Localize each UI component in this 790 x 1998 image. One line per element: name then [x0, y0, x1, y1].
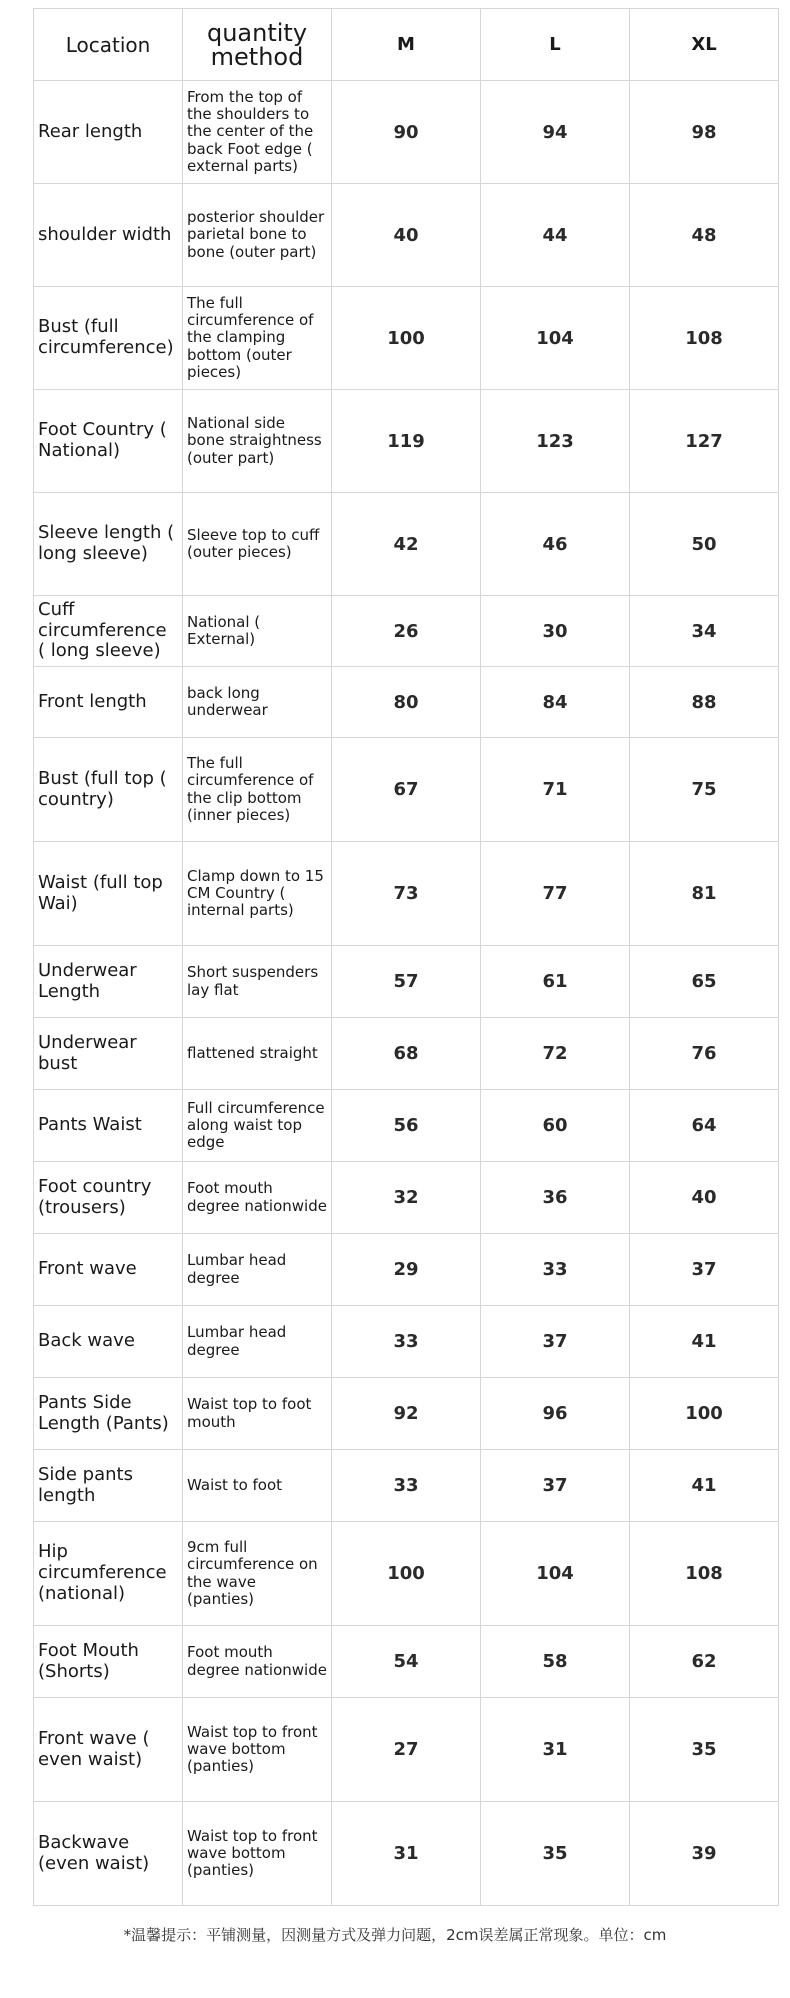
row-method: Lumbar head degree	[183, 1306, 332, 1378]
header-location: Location	[34, 9, 183, 81]
row-value-xl: 81	[630, 842, 779, 946]
row-method: Foot mouth degree nationwide	[183, 1626, 332, 1698]
row-value-l: 31	[481, 1698, 630, 1802]
row-value-xl: 39	[630, 1802, 779, 1906]
row-method: posterior shoulder parietal bone to bone (outer part)	[183, 184, 332, 287]
row-value-xl: 127	[630, 390, 779, 493]
row-value-l: 35	[481, 1802, 630, 1906]
row-location: Back wave	[34, 1306, 183, 1378]
row-value-l: 33	[481, 1234, 630, 1306]
row-value-m: 100	[332, 1522, 481, 1626]
table-row	[34, 1162, 779, 1234]
row-value-m: 119	[332, 390, 481, 493]
row-location: Cuff circumference ( long sleeve)	[34, 596, 183, 667]
measurement-note: *温馨提示：平铺测量，因测量方式及弹力问题，2cm误差属正常现象。单位：cm	[123, 1926, 667, 1944]
table-row	[34, 1234, 779, 1306]
row-value-xl: 88	[630, 667, 779, 738]
table-row	[34, 184, 779, 287]
row-location: Side pants length	[34, 1450, 183, 1522]
size-table	[33, 8, 779, 1906]
row-value-m: 56	[332, 1090, 481, 1162]
row-value-m: 26	[332, 596, 481, 667]
row-value-xl: 62	[630, 1626, 779, 1698]
row-location: Foot Country ( National)	[34, 390, 183, 493]
row-value-xl: 76	[630, 1018, 779, 1090]
row-value-m: 42	[332, 493, 481, 596]
row-location: Pants Waist	[34, 1090, 183, 1162]
table-row	[34, 946, 779, 1018]
row-value-l: 123	[481, 390, 630, 493]
row-value-l: 44	[481, 184, 630, 287]
row-value-xl: 65	[630, 946, 779, 1018]
row-method: National ( External)	[183, 596, 332, 667]
row-value-m: 33	[332, 1450, 481, 1522]
row-value-l: 60	[481, 1090, 630, 1162]
row-location: shoulder width	[34, 184, 183, 287]
table-row	[34, 842, 779, 946]
row-location: Bust (full top ( country)	[34, 738, 183, 842]
row-value-xl: 50	[630, 493, 779, 596]
row-value-xl: 37	[630, 1234, 779, 1306]
row-value-xl: 41	[630, 1306, 779, 1378]
row-method: Lumbar head degree	[183, 1234, 332, 1306]
row-value-m: 32	[332, 1162, 481, 1234]
table-row	[34, 493, 779, 596]
row-value-l: 94	[481, 81, 630, 184]
row-location: Foot country (trousers)	[34, 1162, 183, 1234]
row-value-l: 37	[481, 1450, 630, 1522]
table-row	[34, 1378, 779, 1450]
row-location: Bust (full circumference)	[34, 287, 183, 390]
row-location: Underwear Length	[34, 946, 183, 1018]
row-value-l: 46	[481, 493, 630, 596]
row-value-m: 92	[332, 1378, 481, 1450]
row-value-m: 80	[332, 667, 481, 738]
header-size-m: M	[332, 9, 481, 81]
row-value-l: 37	[481, 1306, 630, 1378]
row-method: 9cm full circumference on the wave (panties)	[183, 1522, 332, 1626]
row-method: Waist top to front wave bottom (panties)	[183, 1802, 332, 1906]
row-value-l: 72	[481, 1018, 630, 1090]
table-row	[34, 81, 779, 184]
row-value-m: 31	[332, 1802, 481, 1906]
row-value-l: 36	[481, 1162, 630, 1234]
size-table-body	[34, 9, 779, 1906]
row-location: Pants Side Length (Pants)	[34, 1378, 183, 1450]
row-method: flattened straight	[183, 1018, 332, 1090]
table-row	[34, 1626, 779, 1698]
table-row	[34, 1018, 779, 1090]
row-method: From the top of the shoulders to the center of the back Foot edge ( external parts)	[183, 81, 332, 184]
row-location: Front wave ( even waist)	[34, 1698, 183, 1802]
table-row	[34, 1522, 779, 1626]
header-row	[34, 9, 779, 81]
row-location: Waist (full top Wai)	[34, 842, 183, 946]
row-value-xl: 108	[630, 287, 779, 390]
row-method: The full circumference of the clamping bottom (outer pieces)	[183, 287, 332, 390]
row-value-xl: 64	[630, 1090, 779, 1162]
row-value-m: 29	[332, 1234, 481, 1306]
row-method: Waist to foot	[183, 1450, 332, 1522]
row-value-l: 84	[481, 667, 630, 738]
row-location: Front length	[34, 667, 183, 738]
row-method: Short suspenders lay flat	[183, 946, 332, 1018]
table-row	[34, 738, 779, 842]
row-method: Clamp down to 15 CM Country ( internal parts)	[183, 842, 332, 946]
row-method: Waist top to foot mouth	[183, 1378, 332, 1450]
table-row	[34, 667, 779, 738]
row-value-xl: 48	[630, 184, 779, 287]
row-value-l: 77	[481, 842, 630, 946]
header-method: quantity method	[183, 9, 332, 81]
row-value-xl: 98	[630, 81, 779, 184]
row-value-m: 68	[332, 1018, 481, 1090]
row-value-xl: 100	[630, 1378, 779, 1450]
row-value-xl: 41	[630, 1450, 779, 1522]
table-row	[34, 1090, 779, 1162]
row-value-xl: 35	[630, 1698, 779, 1802]
header-size-l: L	[481, 9, 630, 81]
row-location: Foot Mouth (Shorts)	[34, 1626, 183, 1698]
row-value-m: 57	[332, 946, 481, 1018]
row-method: Foot mouth degree nationwide	[183, 1162, 332, 1234]
row-value-m: 33	[332, 1306, 481, 1378]
row-value-xl: 108	[630, 1522, 779, 1626]
row-location: Rear length	[34, 81, 183, 184]
row-method: Waist top to front wave bottom (panties)	[183, 1698, 332, 1802]
row-value-m: 40	[332, 184, 481, 287]
row-method: back long underwear	[183, 667, 332, 738]
row-value-m: 100	[332, 287, 481, 390]
table-row	[34, 1450, 779, 1522]
table-row	[34, 1698, 779, 1802]
row-location: Underwear bust	[34, 1018, 183, 1090]
row-method: National side bone straightness (outer part)	[183, 390, 332, 493]
table-row	[34, 596, 779, 667]
row-value-m: 54	[332, 1626, 481, 1698]
row-method: Full circumference along waist top edge	[183, 1090, 332, 1162]
row-location: Front wave	[34, 1234, 183, 1306]
header-size-xl: XL	[630, 9, 779, 81]
row-method: Sleeve top to cuff (outer pieces)	[183, 493, 332, 596]
table-row	[34, 1802, 779, 1906]
row-value-xl: 34	[630, 596, 779, 667]
table-row	[34, 287, 779, 390]
row-value-l: 61	[481, 946, 630, 1018]
row-location: Hip circumference (national)	[34, 1522, 183, 1626]
table-row	[34, 390, 779, 493]
row-value-l: 58	[481, 1626, 630, 1698]
table-row	[34, 1306, 779, 1378]
row-method: The full circumference of the clip bottom (inner pieces)	[183, 738, 332, 842]
row-value-xl: 40	[630, 1162, 779, 1234]
row-value-l: 30	[481, 596, 630, 667]
row-location: Sleeve length ( long sleeve)	[34, 493, 183, 596]
row-value-m: 27	[332, 1698, 481, 1802]
row-value-m: 90	[332, 81, 481, 184]
row-value-xl: 75	[630, 738, 779, 842]
row-value-l: 104	[481, 1522, 630, 1626]
row-value-l: 104	[481, 287, 630, 390]
row-value-l: 96	[481, 1378, 630, 1450]
row-location: Backwave (even waist)	[34, 1802, 183, 1906]
row-value-m: 73	[332, 842, 481, 946]
row-value-m: 67	[332, 738, 481, 842]
row-value-l: 71	[481, 738, 630, 842]
